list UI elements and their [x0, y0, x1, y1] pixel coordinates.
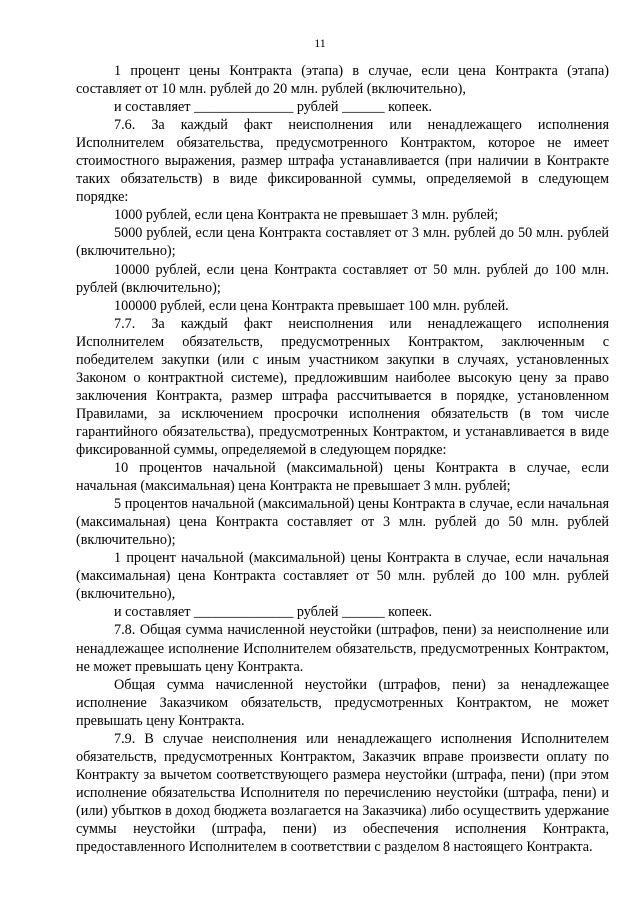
paragraph-customer-penalty-limit: Общая сумма начисленной неустойки (штрафов, пени) за ненадлежащее исполнение Заказчиком обязательств, предусмотренных Контрактом, не может превышать цену Контракта. [76, 676, 609, 729]
paragraph-clause-7-7: 7.7. За каждый факт неисполнения или ненадлежащего исполнения Исполнителем обязательств, предусмотренных Контрактом, заключенным с победителем закупки (или с иным участником закупки в случаях, установленных Законом о контрактной системе), предложившим наиболее высокую цену за право заключения Контракта, размер штрафа рассчитывается в порядке, установленном Правилами, за исключением просрочки исполнения обязательств (в том числе гарантийного обязательства), предусмотренных Контрактом, и устанавливается в виде фиксированной суммы, определяемой в следующем порядке: [76, 315, 609, 458]
paragraph-1000-rub: 1000 рублей, если цена Контракта не превышает 3 млн. рублей; [114, 207, 499, 224]
paragraph-clause-7-8: 7.8. Общая сумма начисленной неустойки (штрафов, пени) за неисполнение или ненадлежащее исполнение Исполнителем обязательств, предусмотренных Контрактом, не может превышать цену Контракта. [76, 622, 609, 675]
document-body [76, 62, 609, 856]
paragraph-10-percent: 10 процентов начальной (максимальной) цены Контракта в случае, если начальная (максимальная) цена Контракта не превышает 3 млн. рублей; [76, 460, 609, 495]
paragraph-penalty-1-percent: 1 процент цены Контракта (этапа) в случае, если цена Контракта (этапа) составляет от 10 млн. рублей до 20 млн. рублей (включительно), [76, 63, 609, 98]
paragraph-100000-rub: 100000 рублей, если цена Контракта превышает 100 млн. рублей. [114, 297, 509, 314]
paragraph-amount-blank-1: и составляет ______________ рублей ______ копеек. [114, 99, 433, 116]
paragraph-clause-7-6: 7.6. За каждый факт неисполнения или ненадлежащего исполнения Исполнителем обязательства, предусмотренного Контрактом, которое не имеет стоимостного выражения, размер штрафа устанавливается (при наличии в Контракте таких обязательств) в виде фиксированной суммы, определяемой в следующем порядке: [76, 117, 609, 206]
paragraph-clause-7-9: 7.9. В случае неисполнения или ненадлежащего исполнения Исполнителем обязательств, предусмотренных Контрактом, Заказчик вправе произвести оплату по Контракту за вычетом соответствующего размера неустойки (штрафа, пени) (при этом исполнение обязательства Исполнителя по перечислению неустойки (штрафа, пени) и (или) убытков в доход бюджета возлагается на Заказчика) либо осуществить удержание суммы неустойки (штрафа, пени) из обеспечения исполнения Контракта, предоставленного Исполнителем в соответствии с разделом 8 настоящего Контракта. [76, 730, 609, 856]
page-number: 11 [314, 36, 326, 50]
paragraph-1-percent-nmc: 1 процент начальной (максимальной) цены Контракта в случае, если начальная (максимальная) цена Контракта составляет от 50 млн. рублей до 100 млн. рублей (включительно), [76, 550, 609, 603]
paragraph-10000-rub: 10000 рублей, если цена Контракта составляет от 50 млн. рублей до 100 млн. рублей (включительно); [76, 261, 609, 296]
paragraph-amount-blank-2: и составляет ______________ рублей ______ копеек. [114, 604, 433, 621]
paragraph-5-percent: 5 процентов начальной (максимальной) цены Контракта в случае, если начальная (максимальная) цена Контракта составляет от 3 млн. рублей до 50 млн. рублей (включительно); [76, 496, 609, 549]
paragraph-5000-rub: 5000 рублей, если цена Контракта составляет от 3 млн. рублей до 50 млн. рублей (включительно); [76, 225, 609, 260]
